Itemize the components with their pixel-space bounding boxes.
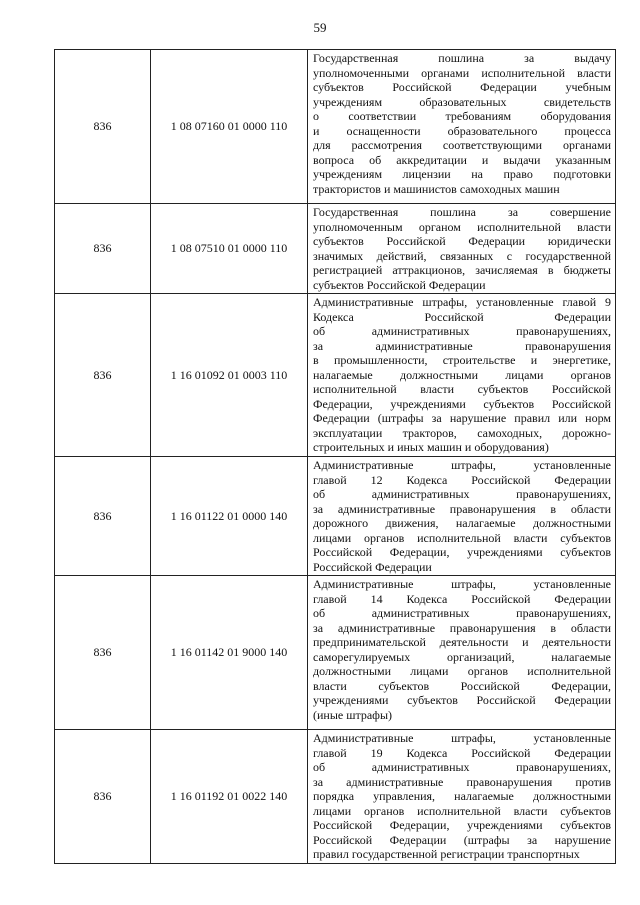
description-line: за административные правонарушения в области (313, 620, 611, 635)
description-cell (308, 730, 616, 864)
description-line: строительных и иных машин и оборудования) (313, 440, 549, 454)
description-line: Государственная пошлина за выдачу (313, 51, 611, 65)
description-line: об административных правонарушениях, (313, 487, 611, 501)
budget-code-cell: 1 08 07510 01 0000 110 (151, 204, 308, 294)
description-line: об административных правонарушениях, (313, 606, 611, 620)
admin-code-cell: 836 (55, 457, 151, 576)
description-line: Административные штрафы, установленные (313, 577, 611, 591)
description-line: порядка управления, налагаемые должностными (313, 789, 611, 803)
admin-code-cell: 836 (55, 730, 151, 864)
description-cell (308, 50, 616, 204)
budget-code-cell: 1 16 01142 01 9000 140 (151, 576, 308, 730)
budget-code-cell: 1 16 01122 01 0000 140 (151, 457, 308, 576)
description-line: Российской Федерации, учреждениями субъектов (313, 545, 611, 559)
description-line: лицами органов исполнительной власти субъектов (313, 530, 611, 545)
description-cell (308, 294, 616, 457)
description-line: в промышленности, строительстве и энергетике, (313, 353, 611, 367)
description-line: саморегулируемых организаций, налагаемые (313, 649, 611, 664)
description-line: Административные штрафы, установленные (313, 458, 611, 472)
table-row (55, 576, 616, 730)
description-line: Административные штрафы, установленные (313, 731, 611, 745)
description-line: субъектов Российской Федерации юридически (313, 234, 611, 248)
description-line: дорожного движения, налагаемые должностными (313, 516, 611, 530)
description-line: для рассмотрения соответствующими органами (313, 138, 611, 152)
description-line: уполномоченным органом исполнительной власти (313, 219, 611, 234)
description-cell (308, 457, 616, 576)
description-line: должностными лицами органов исполнительной (313, 664, 611, 678)
table-body (55, 50, 616, 864)
description-line: Государственная пошлина за совершение (313, 205, 611, 219)
budget-code-cell: 1 08 07160 01 0000 110 (151, 50, 308, 204)
description-line: правил государственной регистрации транспортных (313, 847, 580, 861)
description-line: учреждениям образовательных свидетельств (313, 94, 611, 109)
description-line: Федерации (штрафы за нарушение правил или норм (313, 411, 611, 425)
description-line: налагаемые должностными лицами органов (313, 367, 611, 382)
description-line: за административные правонарушения против (313, 774, 611, 789)
description-line: Федерации, учреждениями субъектов Российской (313, 396, 611, 411)
description-line: за административные правонарушения (313, 338, 611, 353)
table-row (55, 204, 616, 294)
table-row (55, 50, 616, 204)
description-line: Российской Федерации (штрафы за нарушение (313, 832, 611, 847)
budget-code-cell: 1 16 01092 01 0003 110 (151, 294, 308, 457)
description-line: субъектов Российской Федерации учебным (313, 80, 611, 94)
table-row (55, 294, 616, 457)
page-number: 59 (313, 20, 327, 35)
admin-code-cell: 836 (55, 294, 151, 457)
description-line: исполнительной власти субъектов Российской (313, 382, 611, 396)
admin-code-cell: 836 (55, 50, 151, 204)
description-line: лицами органов исполнительной власти субъектов (313, 803, 611, 818)
description-line: предпринимательской деятельности и деятельности (313, 635, 611, 649)
budget-code-cell: 1 16 01192 01 0022 140 (151, 730, 308, 864)
description-cell (308, 204, 616, 294)
table-row (55, 730, 616, 864)
description-line: субъектов Российской Федерации (313, 277, 486, 292)
description-line: (иные штрафы) (313, 707, 393, 722)
description-line: за административные правонарушения в области (313, 501, 611, 516)
description-line: о соответствии требованиям оборудования (313, 109, 611, 123)
revenue-codes-table (54, 49, 616, 864)
description-line: власти субъектов Российской Федерации, (313, 678, 611, 693)
admin-code-cell: 836 (55, 204, 151, 294)
description-line: трактористов и машинистов самоходных машин (313, 181, 560, 196)
description-line: и оснащенности образовательного процесса (313, 123, 611, 138)
description-line: главой 14 Кодекса Российской Федерации (313, 591, 611, 606)
admin-code-cell: 836 (55, 576, 151, 730)
description-line: учреждениями субъектов Российской Федерации (313, 693, 611, 707)
description-line: регистрацией аттракционов, зачисляемая в бюджеты (313, 263, 611, 277)
description-cell (308, 576, 616, 730)
description-line: учреждениям лицензии на право подготовки (313, 167, 611, 181)
description-line: Кодекса Российской Федерации (313, 309, 611, 324)
description-line: уполномоченными органами исполнительной власти (313, 65, 611, 80)
description-line: главой 12 Кодекса Российской Федерации (313, 472, 611, 487)
description-line: вопроса об аккредитации и выдачи указанным (313, 152, 611, 167)
description-line: Российской Федерации (313, 559, 432, 574)
description-line: Российской Федерации, учреждениями субъектов (313, 818, 611, 832)
description-line: главой 19 Кодекса Российской Федерации (313, 745, 611, 760)
description-line: эксплуатации тракторов, самоходных, дорожно- (313, 425, 611, 440)
description-line: значимых действий, связанных с государственной (313, 248, 611, 263)
description-line: об административных правонарушениях, (313, 760, 611, 774)
description-line: об административных правонарушениях, (313, 324, 611, 338)
description-line: Административные штрафы, установленные главой 9 (313, 295, 611, 309)
table-row (55, 457, 616, 576)
